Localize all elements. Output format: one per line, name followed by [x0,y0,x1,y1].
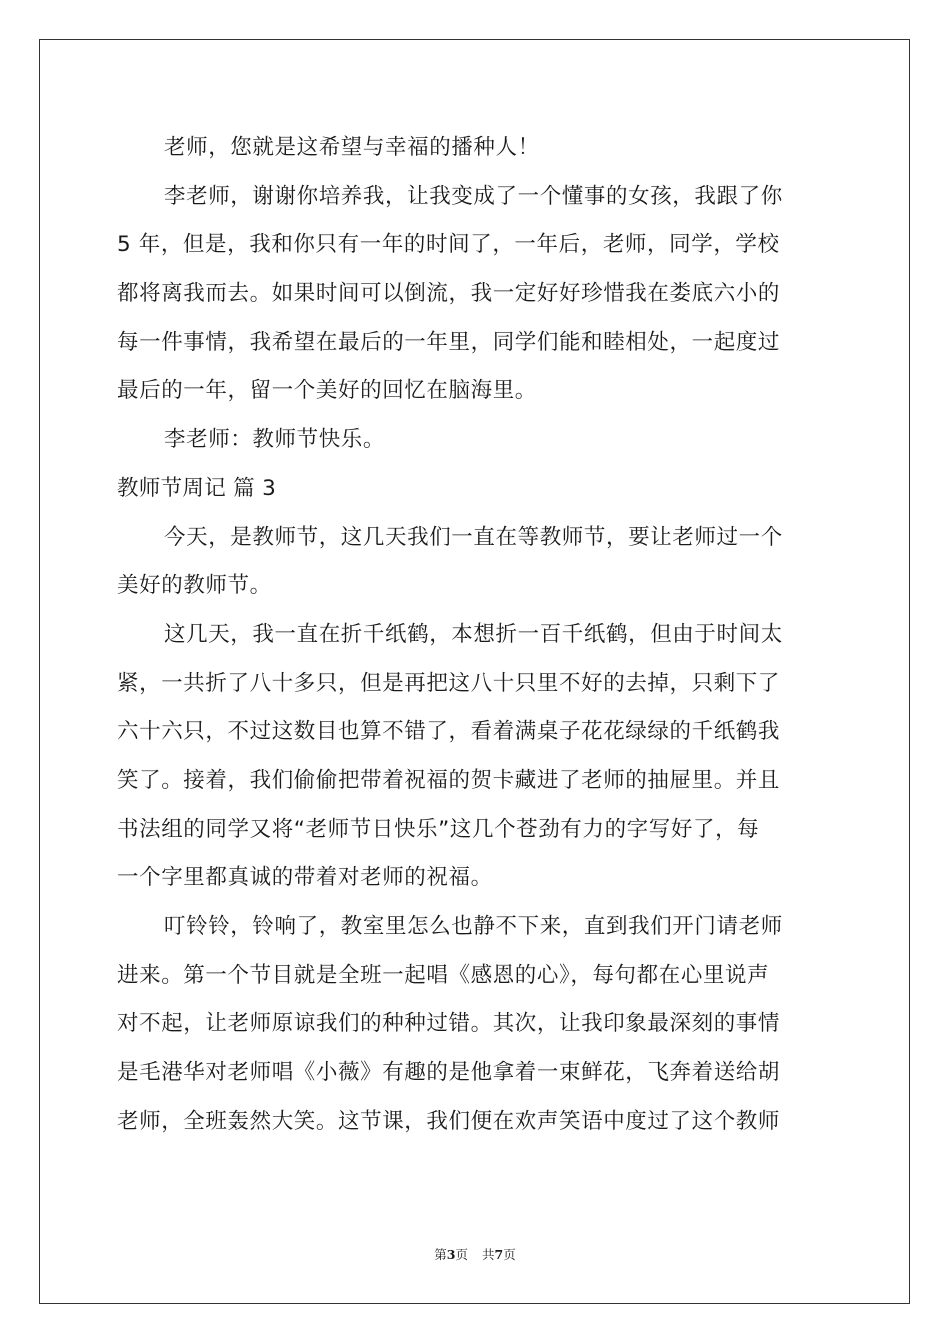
document-body [117,124,835,1146]
text-line: 一个字里都真诚的带着对老师的祝福。 [117,865,493,891]
text-line: 李老师：教师节快乐。 [164,427,386,453]
text-line: 叮铃铃，铃响了，教室里怎么也静不下来，直到我们开门请老师 [164,914,783,939]
text-line: 紧，一共折了八十多只，但是再把这八十只里不好的去掉，只剩下了 [117,670,781,696]
text-line: 每一件事情，我希望在最后的一年里，同学们能和睦相处，一起度过 [117,329,781,355]
page-prefix: 第 [434,1247,447,1262]
page-suffix: 页 [455,1247,468,1262]
text-line: 老师，您就是这希望与幸福的播种人！ [164,135,540,160]
text-line: 最后的一年，留一个美好的回忆在脑海里。 [117,378,537,404]
text-line: 书法组的同学又将“老师节日快乐”这几个苍劲有力的字写好了，每 [117,816,760,842]
total-prefix: 共 [482,1247,495,1262]
text-line: 六十六只，不过这数目也算不错了，看着满桌子花花绿绿的千纸鹤我 [117,719,781,745]
text-line: 进来。第一个节目就是全班一起唱《感恩的心》，每句都在心里说声 [117,962,770,988]
text-line: 今天，是教师节，这几天我们一直在等教师节，要让老师过一个 [164,524,783,550]
current-page-number: 3 [446,1247,456,1262]
text-line: 这几天，我一直在折千纸鹤，本想折一百千纸鹤，但由于时间太 [164,621,783,647]
section-heading: 教师节周记 篇 3 [117,475,277,501]
text-line: 5 年，但是，我和你只有一年的时间了，一年后，老师，同学，学校 [117,232,780,258]
text-line: 笑了。接着，我们偷偷把带着祝福的贺卡藏进了老师的抽屉里。并且 [117,767,781,793]
text-line: 都将离我而去。如果时间可以倒流，我一定好好珍惜我在娄底六小的 [117,281,781,307]
text-line: 老师，全班轰然大笑。这节课，我们便在欢声笑语中度过了这个教师 [117,1108,781,1134]
text-line: 是毛港华对老师唱《小薇》有趣的是他拿着一束鲜花，飞奔着送给胡 [117,1060,781,1086]
text-line: 对不起，让老师原谅我们的种种过错。其次，让我印象最深刻的事情 [117,1011,781,1037]
text-line: 李老师，谢谢你培养我，让我变成了一个懂事的女孩，我跟了你 [164,183,783,209]
total-suffix: 页 [503,1247,516,1262]
page-footer [0,1245,950,1263]
text-line: 美好的教师节。 [117,573,272,599]
total-page-count: 7 [494,1247,504,1262]
